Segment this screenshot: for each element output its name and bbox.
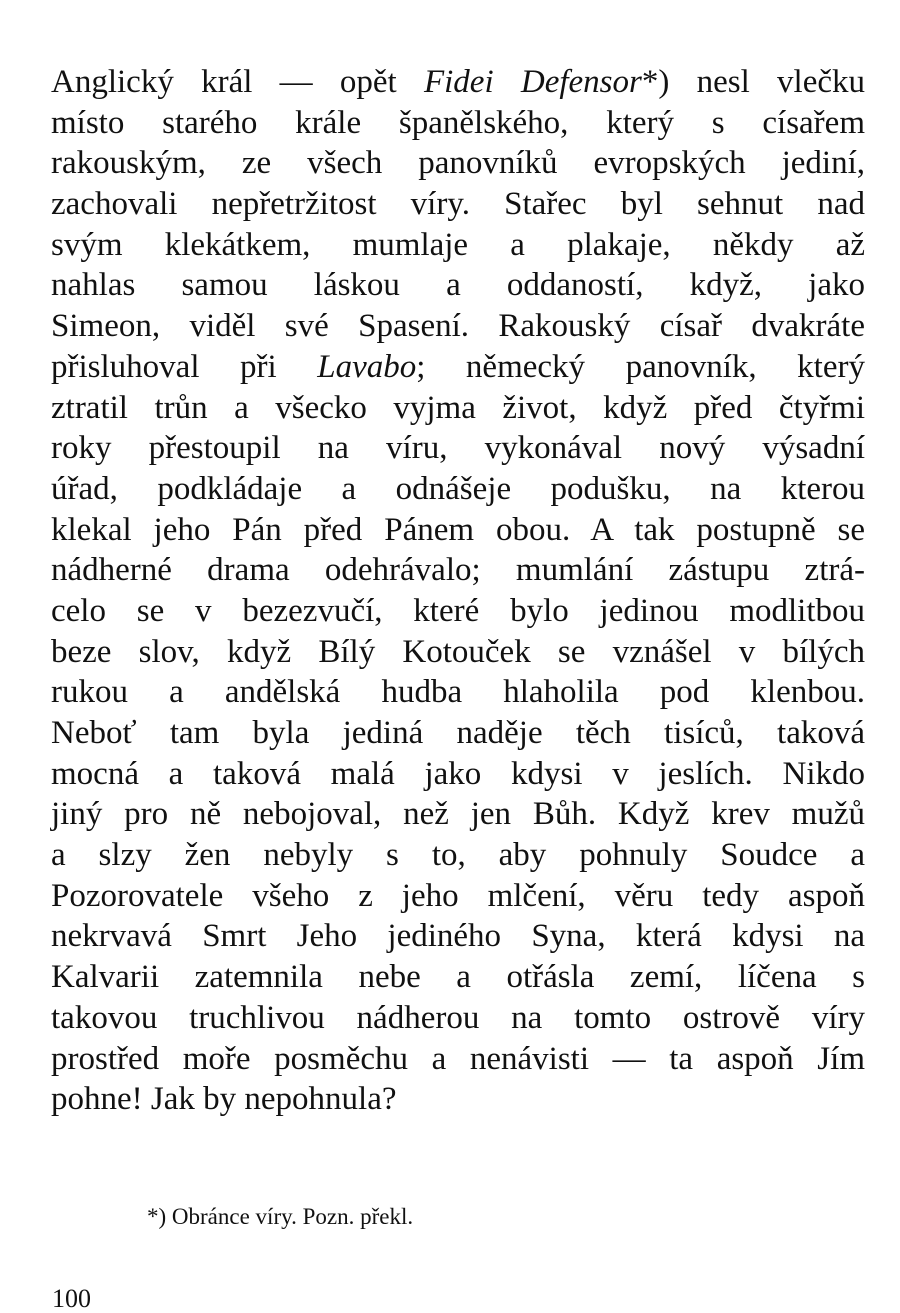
text-run: nádherné drama odehrávalo; mumlání zástupu ztrá-	[51, 552, 865, 589]
text-line	[51, 794, 865, 835]
text-run: přisluhoval při	[51, 348, 318, 385]
text-line	[51, 550, 865, 591]
text-run: takovou truchlivou nádherou na tomto ostrově víry	[51, 999, 865, 1036]
text-line	[51, 1039, 865, 1080]
text-run: nekrvavá Smrt Jeho jediného Syna, která kdysi na	[51, 918, 865, 955]
text-line	[51, 510, 865, 551]
text-run: jiný pro ně nebojoval, než jen Bůh. Když krev mužů	[51, 796, 865, 833]
italic-phrase: Fidei Defensor	[423, 64, 642, 100]
text-line	[51, 347, 865, 388]
text-run: *) nesl vlečku	[641, 64, 866, 100]
text-run: a slzy žen nebyly s to, aby pohnuly Soudce a	[51, 837, 865, 874]
text-run: úřad, podkládaje a odnášeje podušku, na kterou	[51, 470, 865, 507]
text-run: Anglický král — opět	[51, 64, 424, 100]
text-run: prostřed moře posměchu a nenávisti — ta aspoň Jím	[51, 1040, 865, 1077]
text-run: Pozorovatele všeho z jeho mlčení, věru tedy aspoň	[51, 877, 865, 914]
text-line	[51, 957, 865, 998]
text-line	[51, 591, 865, 632]
text-line	[51, 103, 865, 144]
text-line	[51, 998, 865, 1039]
footnote: *) Obránce víry. Pozn. překl.	[147, 1204, 414, 1229]
text-run: ztratil trůn a všecko vyjma život, když před čtyřmi	[51, 389, 865, 426]
text-line	[51, 62, 865, 103]
text-line	[51, 388, 865, 429]
text-run: beze slov, když Bílý Kotouček se vznášel v bílých	[51, 633, 865, 670]
text-line	[51, 835, 865, 876]
text-run: svým klekátkem, mumlaje a plakaje, někdy až	[51, 226, 865, 263]
text-run: pohne! Jak by nepohnula?	[51, 1081, 397, 1118]
text-line	[51, 143, 865, 184]
italic-phrase: Lavabo	[317, 348, 417, 385]
text-run: Kalvarii zatemnila nebe a otřásla zemí, líčena s	[51, 959, 865, 996]
text-line	[51, 876, 865, 917]
text-run: ; německý panovník, který	[416, 348, 865, 385]
text-run: místo starého krále španělského, který s císařem	[51, 104, 865, 141]
text-run: Simeon, viděl své Spasení. Rakouský císař dvakráte	[51, 308, 865, 345]
text-line	[51, 916, 865, 957]
text-line	[51, 184, 865, 225]
text-run: rukou a andělská hudba hlaholila pod klenbou.	[51, 674, 865, 711]
text-run: zachovali nepřetržitost víry. Stařec byl sehnut nad	[51, 186, 865, 223]
text-line	[51, 306, 865, 347]
text-line	[51, 672, 865, 713]
body-text	[51, 62, 865, 1120]
text-line	[51, 265, 865, 306]
text-line	[51, 713, 865, 754]
text-line	[51, 632, 865, 673]
text-run: rakouským, ze všech panovníků evropských jediní,	[51, 145, 865, 182]
text-run: klekal jeho Pán před Pánem obou. A tak postupně se	[51, 511, 865, 548]
text-line	[51, 469, 865, 510]
text-run: Neboť tam byla jediná naděje těch tisíců, taková	[51, 715, 865, 751]
text-line	[51, 754, 865, 795]
text-run: nahlas samou láskou a oddaností, když, jako	[51, 267, 865, 304]
text-run: celo se v bezezvučí, které bylo jedinou modlitbou	[51, 592, 865, 629]
text-line	[51, 225, 865, 266]
text-run: mocná a taková malá jako kdysi v jeslích. Nikdo	[51, 755, 865, 792]
text-line	[51, 1079, 865, 1120]
page-number: 100	[52, 1284, 91, 1313]
text-run: roky přestoupil na víru, vykonával nový výsadní	[51, 430, 865, 467]
text-line	[51, 428, 865, 469]
